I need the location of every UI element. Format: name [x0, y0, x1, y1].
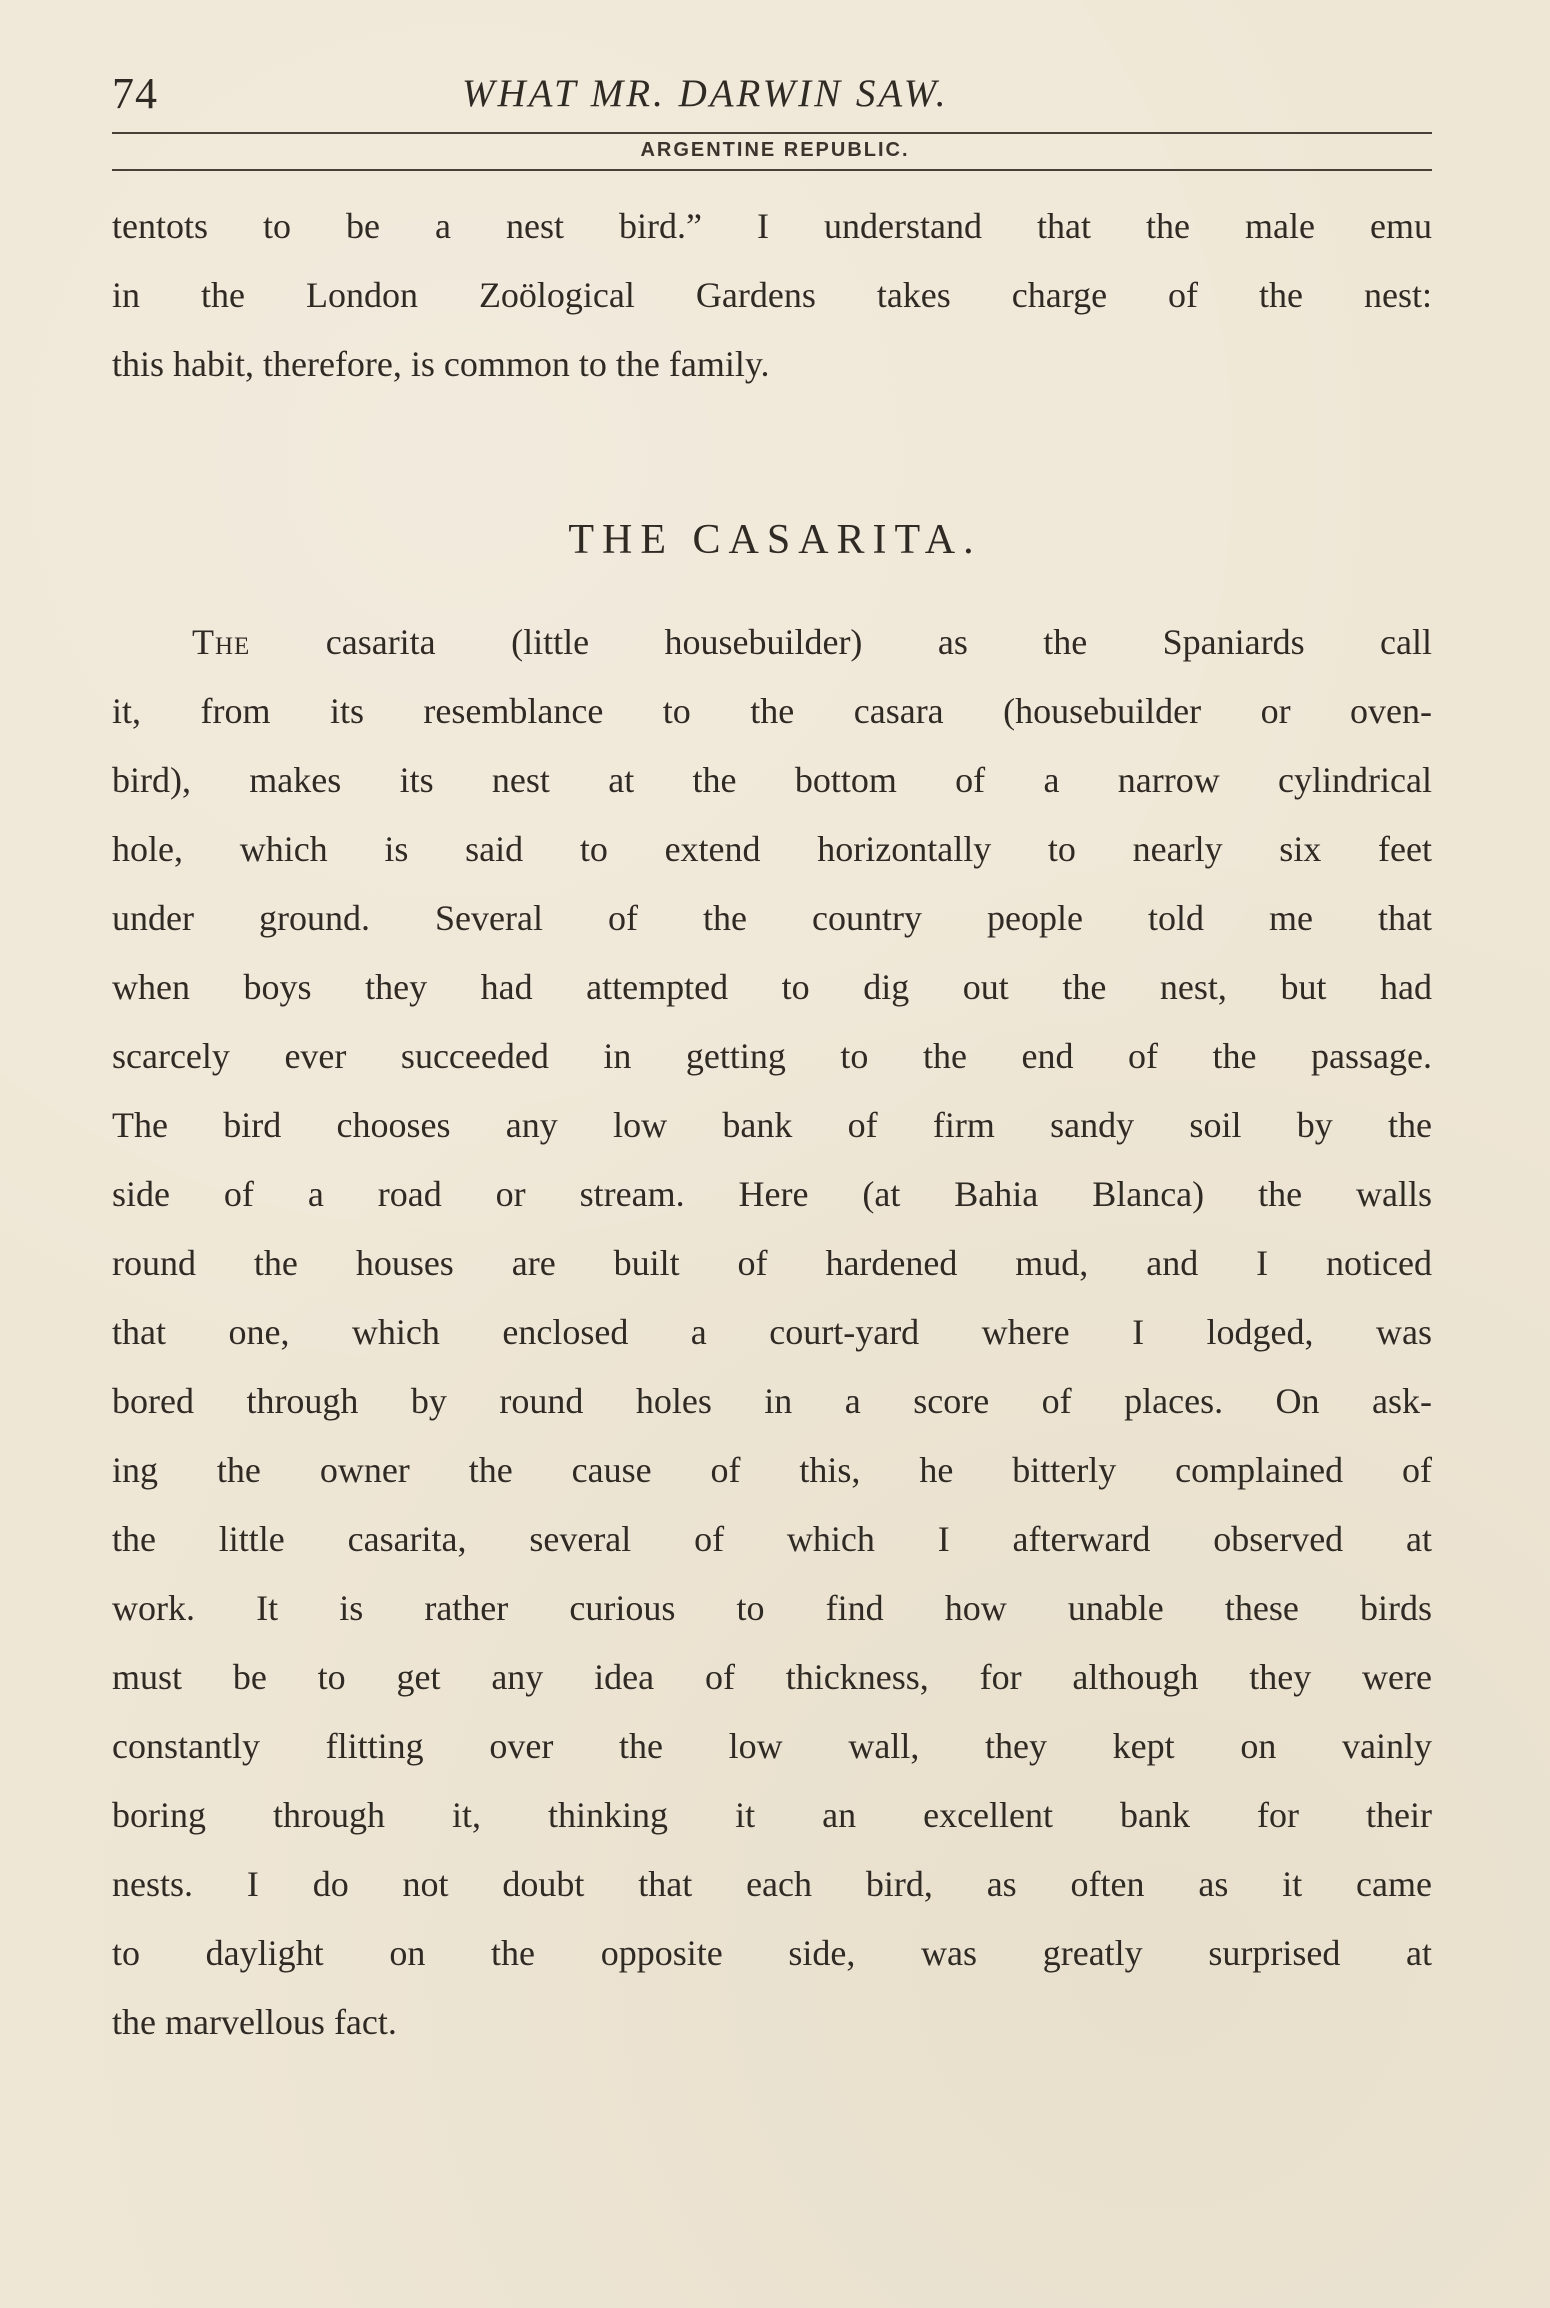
- paragraph-line: work. It is rather curious to find how unable these birds: [112, 1588, 1432, 1628]
- paragraph-line-first: [112, 608, 1432, 677]
- bottom-rule: [112, 169, 1432, 171]
- paragraph-line: this habit, therefore, is common to the family.: [112, 344, 770, 384]
- paragraph-line: to daylight on the opposite side, was greatly surprised at: [112, 1933, 1432, 1973]
- paragraph-line: it, from its resemblance to the casara (housebuilder or oven-: [112, 691, 1432, 731]
- paragraph-line: bird), makes its nest at the bottom of a narrow cylindrical: [112, 760, 1432, 800]
- paragraph-line: the marvellous fact.: [112, 2002, 397, 2042]
- paragraph-line: in the London Zoölogical Gardens takes charge of the nest:: [112, 275, 1432, 315]
- paragraph-line: the little casarita, several of which I afterward observed at: [112, 1519, 1432, 1559]
- paragraph-line: that one, which enclosed a court-yard where I lodged, was: [112, 1312, 1432, 1352]
- paragraph-2: [112, 608, 1432, 2057]
- paragraph-line: tentots to be a nest bird.” I understand that the male emu: [112, 206, 1432, 246]
- paragraph-line: nests. I do not doubt that each bird, as often as it came: [112, 1864, 1432, 1904]
- paragraph-line: ing the owner the cause of this, he bitterly complained of: [112, 1450, 1432, 1490]
- section-subhead: ARGENTINE REPUBLIC.: [640, 139, 910, 161]
- paragraph-line: constantly flitting over the low wall, they kept on vainly: [112, 1726, 1432, 1766]
- paragraph-line: boring through it, thinking it an excellent bank for their: [112, 1795, 1432, 1835]
- paragraph-line: side of a road or stream. Here (at Bahia Blanca) the walls: [112, 1174, 1432, 1214]
- paragraph-line: must be to get any idea of thickness, for although they were: [112, 1657, 1432, 1697]
- lead-word: The: [192, 622, 251, 662]
- paragraph-line: under ground. Several of the country people told me that: [112, 898, 1432, 938]
- paragraph-1: [112, 192, 1432, 399]
- section-title: THE CASARITA.: [568, 517, 982, 563]
- page-number: 74: [112, 69, 158, 118]
- paragraph-line: hole, which is said to extend horizontally to nearly six feet: [112, 829, 1432, 869]
- paragraph-line: bored through by round holes in a score of places. On ask-: [112, 1381, 1432, 1421]
- paragraph-line: round the houses are built of hardened mud, and I noticed: [112, 1243, 1432, 1283]
- running-title: WHAT MR. DARWIN SAW.: [462, 72, 949, 115]
- paragraph-line: when boys they had attempted to dig out the nest, but had: [112, 967, 1432, 1007]
- paragraph-line-text: casarita (little housebuilder) as the Spaniards call: [250, 622, 1432, 662]
- paragraph-line: The bird chooses any low bank of firm sandy soil by the: [112, 1105, 1432, 1145]
- running-head: [112, 64, 1432, 124]
- paragraph-line: scarcely ever succeeded in getting to the end of the passage.: [112, 1036, 1432, 1076]
